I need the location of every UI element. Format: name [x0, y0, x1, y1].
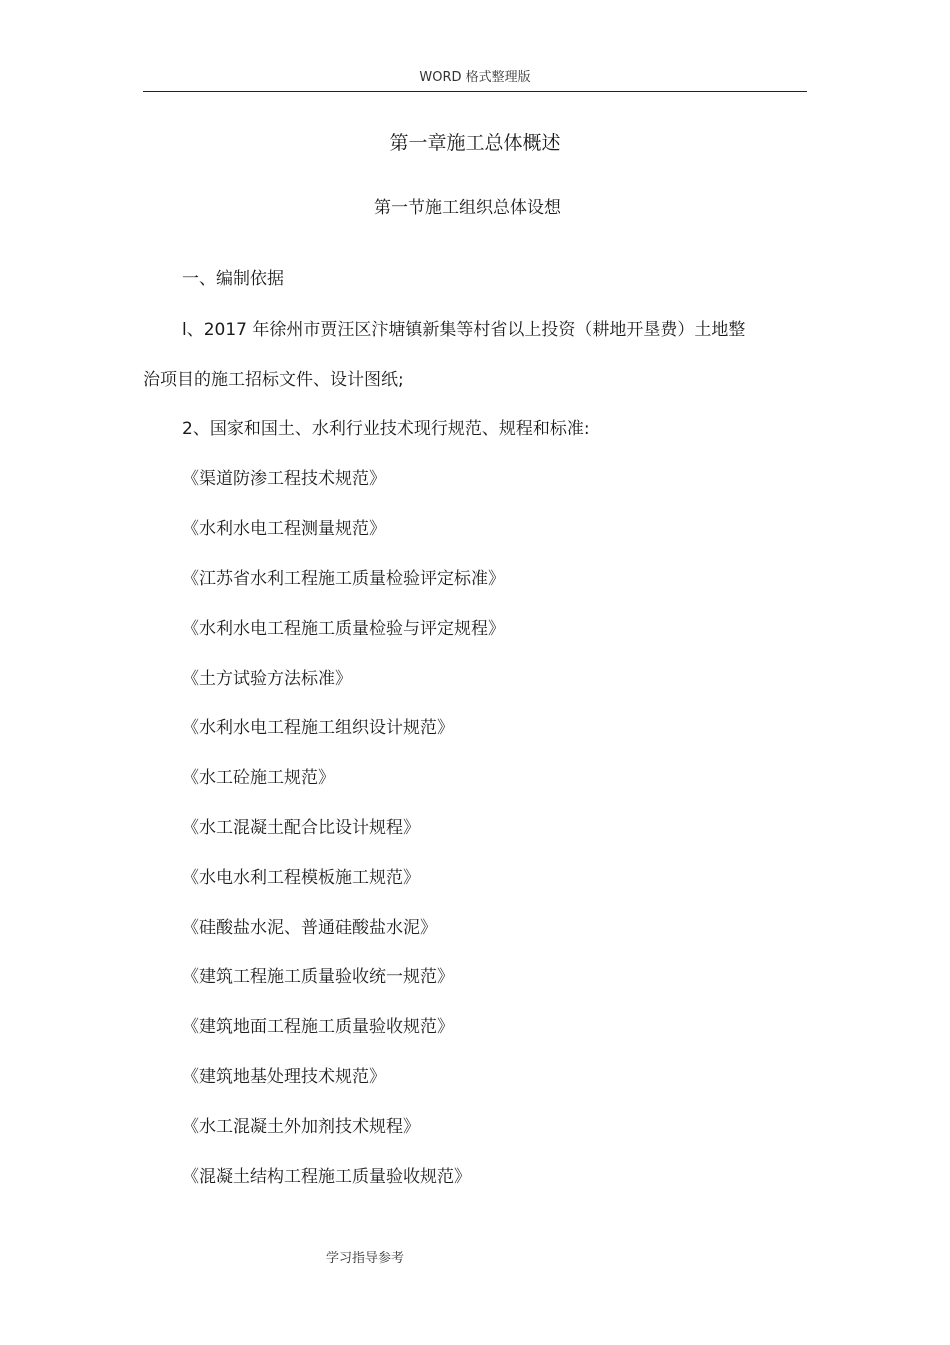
basis-item-1-line-2: 治项目的施工招标文件、设计图纸; — [143, 370, 404, 390]
standard-item: 《水利水电工程施工质量检验与评定规程》 — [182, 619, 505, 639]
standard-item: 《建筑地面工程施工质量验收规范》 — [182, 1017, 454, 1037]
basis-item-1-line-1: l、2017 年徐州市贾汪区汴塘镇新集等村省以上投资（耕地开垦费）土地整 — [182, 320, 746, 340]
standard-item: 《建筑工程施工质量验收统一规范》 — [182, 967, 454, 987]
standard-item: 《水工混凝土外加剂技术规程》 — [182, 1117, 420, 1137]
section-title: 第一节施工组织总体设想 — [374, 198, 561, 218]
page-header: WORD 格式整理版 — [419, 70, 531, 85]
standard-item: 《水工砼施工规范》 — [182, 768, 335, 788]
page-footer: 学习指导参考 — [326, 1251, 405, 1266]
standard-item: 《水工混凝土配合比设计规程》 — [182, 818, 420, 838]
standard-item: 《江苏省水利工程施工质量检验评定标准》 — [182, 569, 505, 589]
header-divider — [143, 91, 807, 92]
standard-item: 《水电水利工程模板施工规范》 — [182, 868, 420, 888]
subsection-heading: 一、编制依据 — [182, 269, 284, 289]
standard-item: 《水利水电工程施工组织设计规范》 — [182, 718, 454, 738]
standard-item: 《建筑地基处理技术规范》 — [182, 1067, 386, 1087]
standard-item: 《土方试验方法标准》 — [182, 669, 352, 689]
standard-item: 《渠道防渗工程技术规范》 — [182, 469, 386, 489]
standard-item: 《水利水电工程测量规范》 — [182, 519, 386, 539]
basis-item-2: 2、国家和国土、水利行业技术现行规范、规程和标准: — [182, 419, 590, 439]
chapter-title: 第一章施工总体概述 — [389, 132, 561, 154]
standard-item: 《混凝土结构工程施工质量验收规范》 — [182, 1167, 471, 1187]
standard-item: 《硅酸盐水泥、普通硅酸盐水泥》 — [182, 918, 437, 938]
